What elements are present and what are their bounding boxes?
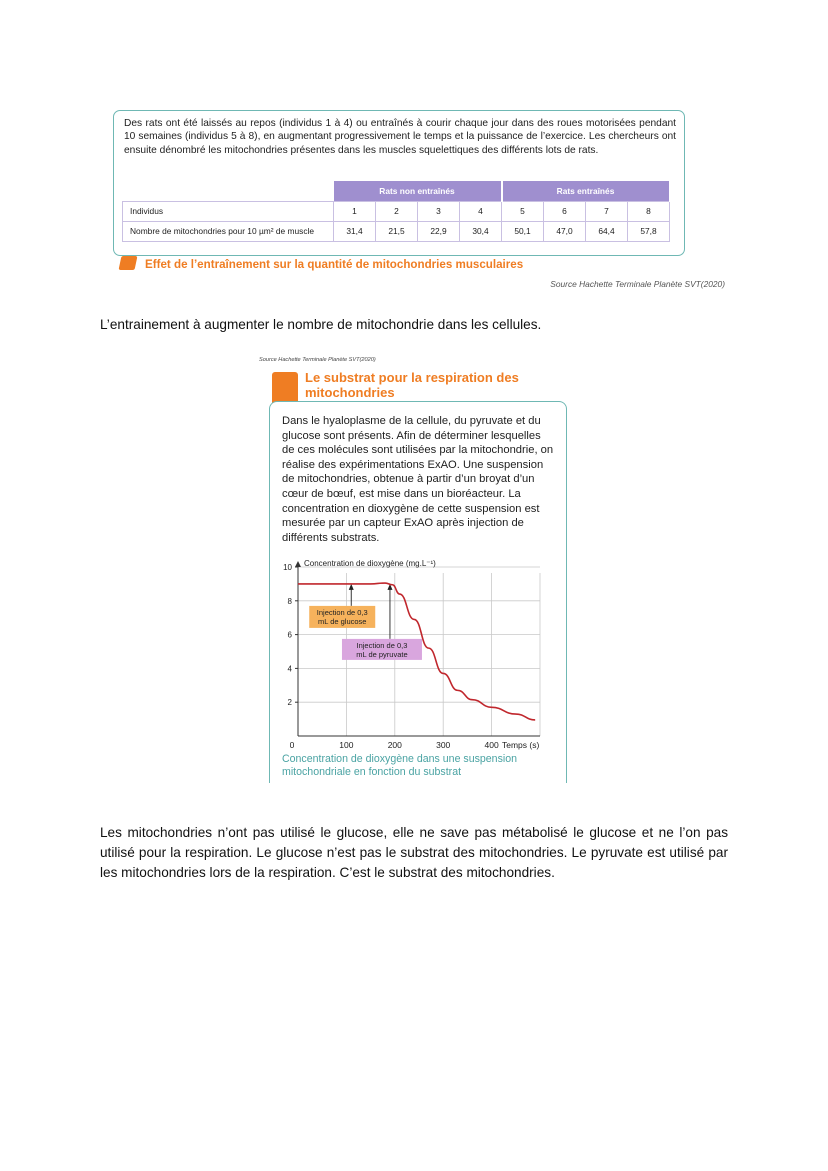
figure-rats-training [113, 110, 685, 256]
figure1-caption: Effet de l’entraînement sur la quantité de mitochondries musculaires [145, 258, 524, 271]
x-tick-label: 0 [289, 740, 295, 750]
y-tick-label: 4 [287, 664, 292, 674]
table-row-mitochondria [123, 221, 670, 241]
value-cell: 22,9 [418, 221, 460, 241]
x-tick-label: 300 [436, 740, 451, 750]
value-cell: 64,4 [586, 221, 628, 241]
value-cell: 21,5 [376, 221, 418, 241]
glucose-injection-label: Injection de 0,3 mL de glucose [316, 607, 368, 626]
figure1-source: Source Hachette Terminale Planète SVT(2020) [550, 279, 725, 289]
y-axis-title: Concentration de dioxygène (mg.L⁻¹) [304, 559, 436, 568]
y-tick-label: 10 [283, 563, 292, 572]
y-tick-label: 2 [287, 698, 292, 708]
figure2-title: Le substrat pour la respiration des mitochondries [305, 370, 519, 400]
group-trained-header: Rats entraînés [502, 181, 670, 201]
value-cell: 57,8 [628, 221, 670, 241]
row-label-individuals: Individus [123, 201, 334, 221]
value-cell: 47,0 [544, 221, 586, 241]
individual-cell: 2 [376, 201, 418, 221]
x-tick-label: 100 [339, 740, 354, 750]
individual-cell: 4 [460, 201, 502, 221]
answer-paragraph-2: Les mitochondries n’ont pas utilisé le glucose, elle ne save pas métabolisé le glucose et ne l’on pas utilisé pour la respiration. Le glucose n’est pas le substrat des mitochondries. Le pyruvate est utilisé par les mitochondries lors de la respiration. C’est le substrat des mitochondries. [100, 825, 728, 880]
chart-annotations [309, 584, 422, 660]
answer-paragraph-1: L’entrainement à augmenter le nombre de mitochondrie dans les cellules. [100, 317, 542, 332]
pyruvate-injection-label: Injection de 0,3 mL de pyruvate [356, 640, 408, 659]
figure2-source: Source Hachette Terminale Planète SVT(2020) [259, 357, 376, 363]
x-tick-label: 400 [484, 740, 499, 750]
table-row-individuals [123, 201, 670, 221]
individual-cell: 8 [628, 201, 670, 221]
y-tick-label: 6 [287, 630, 292, 640]
individual-cell: 3 [418, 201, 460, 221]
mitochondria-count-table [122, 181, 671, 242]
individual-cell: 6 [544, 201, 586, 221]
individual-cell: 1 [334, 201, 376, 221]
group-untrained-header: Rats non entraînés [334, 181, 502, 201]
figure2-text: Dans le hyaloplasme de la cellule, du pyruvate et du glucose sont présents. Afin de déterminer lesquelles de ces molécules sont utilisées par la mitochondrie, on réalise des expérimentations ExAO. Une suspension de mitochondries, obtenue à partir d’un broyat d’un cœur de bœuf, est mise dans un bioréacteur. La concentration en dioxygène de cette suspension est mesurée par un capteur ExAO après injection de différents substrats. [282, 415, 554, 544]
x-axis-title: Temps (s) [501, 740, 540, 750]
table-empty-corner [123, 181, 334, 201]
y-tick-label: 8 [287, 596, 292, 606]
figure1-intro-text: Des rats ont été laissés au repos (individus 1 à 4) ou entraînés à courir chaque jour dans des roues motorisées pendant 10 semaines (individus 5 à 8), en augmentant progressivement le temps et la puissance de l’exercice. Les chercheurs ont ensuite dénombré les mitochondries présentes dans les muscles squelettiques des différents lots de rats. [124, 118, 676, 156]
table-group-header-row [123, 181, 670, 201]
individual-cell: 5 [502, 201, 544, 221]
glucose-injection-arrowhead [349, 584, 354, 590]
y-axis-arrow [295, 561, 301, 567]
figure2-caption: Concentration de dioxygène dans une suspension mitochondriale en fonction du substrat [282, 753, 517, 778]
value-cell: 30,4 [460, 221, 502, 241]
caption-marker [119, 256, 138, 270]
row-label-mitochondria: Nombre de mitochondries pour 10 µm² de muscle [123, 221, 334, 241]
value-cell: 31,4 [334, 221, 376, 241]
oxygen-concentration-chart [270, 555, 550, 751]
individual-cell: 7 [586, 201, 628, 221]
x-tick-label: 200 [387, 740, 402, 750]
value-cell: 50,1 [502, 221, 544, 241]
